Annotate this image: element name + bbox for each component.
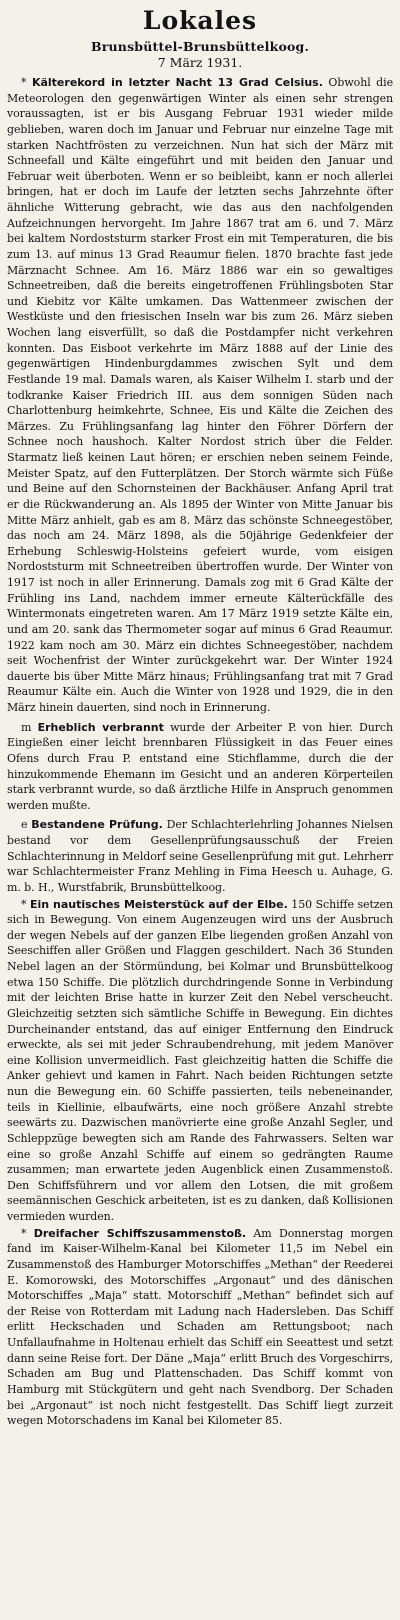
article-marker: * bbox=[21, 1226, 27, 1240]
date-line: 7 März 1931. bbox=[157, 55, 243, 70]
article-verbrannt bbox=[7, 720, 393, 814]
article-body: wurde der Arbeiter P. von hier. Durch Eingießen einer leicht brennbaren Flüssigkeit in das Feuer eines Ofens durch Frau P. entstand eine Stichflamme, durch die der hinzukommende Ehemann im Gesicht und an anderen Körperteilen stark verbrannt wurde, so daß ärztliche Hilfe in Anspruch genommen werden mußte. bbox=[7, 720, 394, 812]
article-headline: Erheblich verbrannt bbox=[37, 720, 164, 734]
article-kaelterekord bbox=[7, 75, 393, 716]
article-headline: Ein nautisches Meisterstück auf der Elbe. bbox=[29, 897, 288, 911]
article-headline: Dreifacher Schiffszusammenstoß. bbox=[33, 1226, 247, 1240]
article-marker: e bbox=[21, 818, 28, 832]
article-headline: Bestandene Prüfung. bbox=[31, 818, 163, 832]
article-body: Obwohl die Meteorologen den gegenwärtigen Winter als einen sehr strengen voraussagten, ist er bis Ausgang Februar 1931 wieder milde geblieben, waren doch im Januar und Februar nur einzelne Tage mit starken Nachtfrösten zu verzeichnen. Nun hat sich der März mit Schneefall und Kälte eingeführt und mit beiden den Januar und Februar weit überboten. Wenn er so beibleibt, kann er noch allerlei bringen, hat er doch im Laufe der letzten sechs Jahrzehnte öfter ähnliche Witterung gebracht, wie das aus den nachfolgenden Aufzeichnungen hervorgeht. Im Jahre 1867 trat am 6. und 7. März bei kaltem Nordoststurm starker Frost ein mit Temperaturen, die bis zum 13. auf minus 13 Grad Reaumur fielen. 1870 brachte fast jede Märznacht Schnee. Am 16. März 1886 war ein so gewaltiges Schneetreiben, daß die bereits eingetroffenen Frühlingsboten Star und Kiebitz vor Kälte umkamen. Das Wattenmeer zwischen der Westküste und den friesischen Inseln war bis zum 26. März sieben Wochen lang eisverfüllt, so daß die Postdampfer nicht verkehren konnten. Das Eisboot verkehrte im März 1888 auf der Linie des gegenwärtigen Hindenburgdammes zwischen Sylt und dem Festlande 19 mal. Damals waren, als Kaiser Wilhelm I. starb und der todkranke Kaiser Friedrich III. aus dem sonnigen Süden nach Charlottenburg heimkehrte, Schnee, Eis und Kälte die Zeichen des Märzes. Zu Frühlingsanfang lag hinter den Föhrer Dörfern der Schnee noch haushoch. Kalter Nordost strich über die Felder. Starmatz ließ keinen Laut hören; er erschien neben seinem Feinde, Meister Spatz, auf den Futterplätzen. Der Storch wärmte sich Füße und Beine auf den Schornsteinen der Backhäuser. Anfang April trat er die Rückwanderung an. Als 1895 der Winter von Mitte Januar bis Mitte März anhielt, gab es am 8. März das schönste Schneegestöber, das noch am 24. März 1898, als die 50jährige Gedenkfeier der Erhebung Schleswig-Holsteins gefeiert wurde, vom eisigen Nordoststurm mit Schneetreiben übertroffen wurde. Der Winter von 1917 ist noch in aller Erinnerung. Damals zog mit 6 Grad Kälte der Frühling ins Land, nachdem immer erneute Kälterückfälle des Wintermonats eingetreten waren. Am 17 März 1919 setzte Kälte ein, und am 20. sank das Thermometer sogar auf minus 6 Grad Reaumur. 1922 kam noch am 30. März ein dichtes Schneegestöber, nachdem seit Wochenfrist der Winter zurückgekehrt war. Der Winter 1924 dauerte bis über Mitte März hinaus; Frühlingsanfang trat mit 7 Grad Reaumur Kälte ein. Auch die Winter von 1928 und 1929, die in den März hinein dauerten, sind noch in Erinnerung. bbox=[7, 76, 393, 714]
article-body: Am Donnerstag morgen fand im Kaiser-Wilhelm-Kanal bei Kilometer 11,5 im Nebel ein Zusammenstoß des Hamburger Motorschiffes „Methan“ der Reederei E. Komorowski, des Motorschiffes „Argonaut“ und des dänischen Motorschiffes „Maja“ statt. Motorschiff „Methan“ befindet sich auf der Reise von Rotterdam mit Ladung nach Hadersleben. Das Schiff erlitt Heckschaden und Schaden am Rettungsboot; nach Unfallaufnahme in Holtenau erhielt das Schiff ein Seeattest und setzt dann seine Reise fort. Der Däne „Maja“ erlitt Bruch des Vorgeschirrs, Schaden am Bug und Plattenschaden. Das Schiff kommt von Hamburg mit Stückgütern und geht nach Svendborg. Der Schaden bei „Argonaut“ ist noch nicht festgestellt. Das Schiff liegt zurzeit wegen Motorschadens im Kanal bei Kilometer 85. bbox=[7, 1226, 393, 1428]
section-title: Lokales bbox=[142, 6, 258, 35]
article-zusammenstoss bbox=[7, 1226, 393, 1429]
article-body: Der Schlachterlehrling Johannes Nielsen bestand vor dem Gesellenprüfungsausschuß der Freien Schlachterinnung in Meldorf seine Gesellenprüfung mit gut. Lehrherr war Schlachtermeister Franz Mehling in Fima Heesch u. Auhage, G. m. b. H., Wurstfabrik, Brunsbüttelkoog. bbox=[7, 818, 393, 894]
article-body: 150 Schiffe setzen sich in Bewegung. Von einem Augenzeugen wird uns der Ausbruch der wegen Nebels auf der ganzen Elbe liegenden großen Anzahl von Seeschiffen aller Größen und Flaggen geschildert. Nach 36 Stunden Nebel lagen an der Störmündung, bei Kolmar und Brunsbüttelkoog etwa 150 Schiffe. Die plötzlich durchdringende Sonne in Verbindung mit der leichten Brise hatte in kurzer Zeit den Nebel verscheucht. Gleichzeitig setzten sich sämtliche Schiffe in Bewegung. Ein dichtes Durcheinander entstand, das auf einiger Entfernung den Eindruck erweckte, als sei mit jeder Schraubendrehung, mit jedem Manöver eine Kollision unvermeidlich. Fast gleichzeitig hatten die Schiffe die Anker gehievt und kamen in Fahrt. Nach beiden Richtungen setzte nun die Bewegung ein. 60 Schiffe passierten, teils nebeneinander, teils in Kiellinie, elbaufwärts, eine noch größere Anzahl strebte seewärts zu. Dazwischen manövrierte eine große Anzahl Segler, und Schleppzüge bewegten sich am Rande des Fahrwassers. Selten war eine so große Anzahl Schiffe auf einem so gedrängten Raume zusammen; man erwartete jeden Augenblick einen Zusammenstoß. Den Schiffsführern und vor allem den Lotsen, die mit großem seemännischen Geschick arbeiteten, ist es zu danken, daß Kollisionen vermieden wurden. bbox=[7, 897, 393, 1223]
article-marker: m bbox=[21, 720, 32, 734]
article-marker: * bbox=[21, 897, 27, 911]
article-marker: * bbox=[21, 76, 27, 89]
article-meisterstueck bbox=[7, 897, 393, 1225]
article-pruefung bbox=[7, 817, 393, 895]
location-line: Brunsbüttel-Brunsbüttelkoog. bbox=[90, 39, 310, 54]
article-headline: Kälterekord in letzter Nacht 13 Grad Celsius. bbox=[31, 76, 323, 89]
